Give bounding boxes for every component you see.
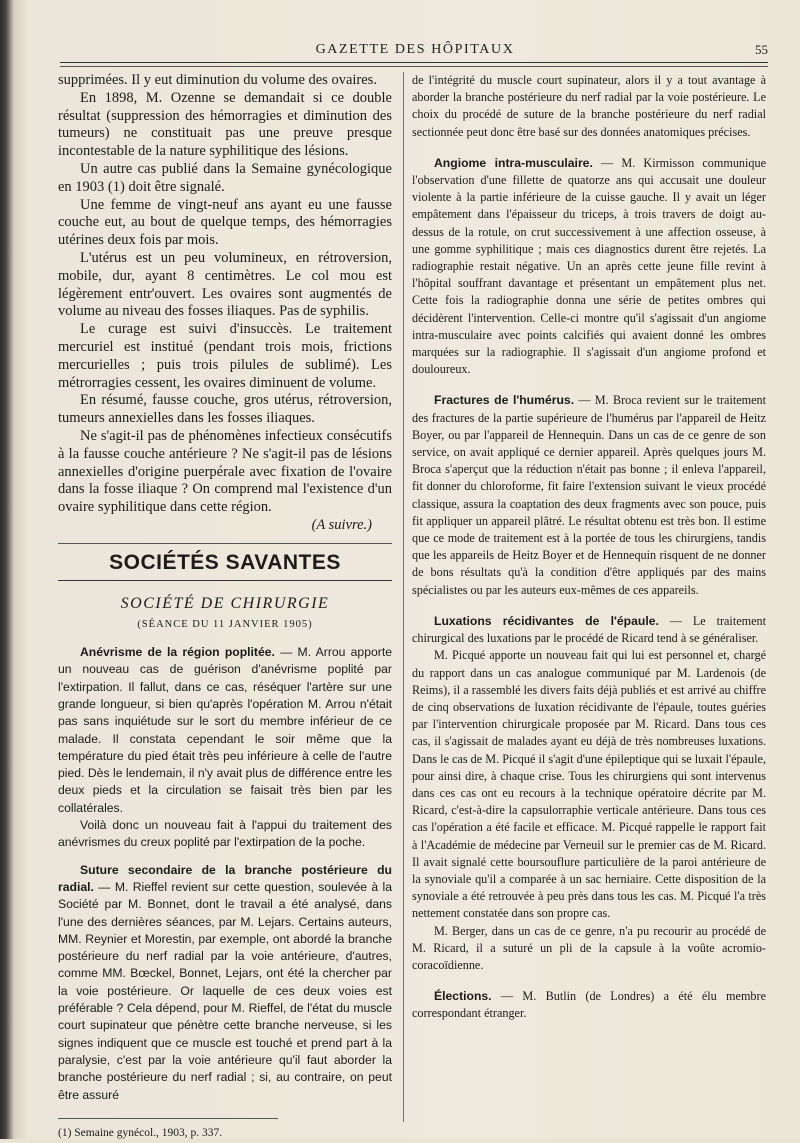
page-number: 55	[755, 42, 768, 57]
article-anevrisme	[58, 644, 392, 817]
article-text: — M. Arrou apporte un nouveau cas de guérison d'anévrisme poplité par l'extirpation. Il fallut, dans ce cas, réséquer l'artère sur une grande longueur, si bien qu'après l'opération M. Arrou n'était pas sans inquiétude sur le sort du membre inférieur de ce malade. Il constata cependant le soir même que la température du pied était très peu inférieure à celle de l'autre pied. Dès le lendemain, il n'y avait plus de différence entre les deux pieds et la circulation se faisait très bien par les collatérales.	[58, 645, 392, 815]
article-title: Fractures de l'humérus.	[434, 393, 575, 408]
paragraph: L'utérus est un peu volumineux, en rétroversion, mobile, dur, ayant 8 centimètres. Le col mou est légèrement entr'ouvert. Les ovaires sont augmentés de volume au niveau des fosses iliaques. Pas de syphilis.	[58, 249, 392, 320]
article-text: — M. Kirmisson communique l'observation d'une fillette de quatorze ans qui accusait une douleur violente à la partie inférieure de la cuisse gauche. Il y avait un léger empâtement dans l'épaisseur du triceps, à trois travers de doigt au-dessus de la rotule, on crut successivement à une affection osseuse, à une gomme syphilitique ; mais ces diagnostics durent être rejetés. La radiographie restait négative. Un an après cette jeune fille revint à l'hôpital souffrant davantage et présentant un empâtement plus net. Cette fois la radiographie donna une série de petites ombres qui décidèrent l'intervention. Celle-ci montre qu'il s'agissait d'un angiome intra-musculaire avec points calcifiés qui avaient donné les ombres marquées sur la radiographie. Il s'agissait d'un angiome profond et douloureux.	[412, 155, 766, 377]
paragraph: Le curage est suivi d'insuccès. Le traitement mercuriel est institué (pendant trois mois, frictions mercurielles ; puis trois pilules de sublimé). Les métrorragies cessent, les ovaires diminuent de volume.	[58, 321, 392, 391]
article-text: — M. Broca revient sur le traitement des fractures de la partie supérieure de l'humérus par l'appareil de Heitz Boyer, ou par l'appareil de Hennequin. Dans un cas de ce genre de son service, on avait appliqué ce dernier appareil. Après quelques jours M. Broca s'aperçut que la réduction n'était pas bonne ; il enleva l'appareil, fit donner du chloroforme, fit faire l'extension suivant le vieux procédé classique, assura la coaptation des deux fragments avec son pouce, puis fit appliquer un appareil plâtré. Le résultat obtenu est très bon. Il estime que ce mode de traitement est à la portée de tous les chirurgiens, tandis que les appareils de Heitz Boyer et de Hennequin risquent de ne donner de bons résultats qu'à la condition d'être appliqués par des mains spécialistes ou par les auteurs eux-mêmes de ces appareils.	[412, 393, 766, 597]
section-rule	[58, 543, 392, 544]
paragraph: Une femme de vingt-neuf ans ayant eu une fausse couche eut, au bout de quelque temps, des hémorragies utérines deux fois par mois.	[58, 196, 392, 249]
society-title: SOCIÉTÉ DE CHIRURGIE	[120, 594, 330, 612]
paragraph: En résumé, fausse couche, gros utérus, rétroversion, tumeurs annexielles dans les fosses iliaques.	[58, 392, 392, 427]
article-text: — M. Rieffel revient sur cette question, soulevée à la Société par M. Bonnet, dont le travail a été analysé, dans l'une des dernières séances, par M. Lejars. Certains auteurs, MM. Reynier et Morestin, par exemple, ont abordé la branche postérieure du nerf radial par la voie antérieure, d'autres, comme MM. Bœckel, Bonnet, Lejars, ont été la chercher par la voie postérieure. Or laquelle de ces deux voies est préférable ? Cela dépend, pour M. Rieffel, de l'état du muscle court supinateur que pénètre cette branche nerveuse, si les signes indiquent que ce muscle est touché et prend part à la paralysie, c'est par la voie antérieure qu'il faut aborder la branche postérieure du nerf radial ; si, au contraire, on peut être assuré	[58, 879, 392, 1102]
article-title: Anévrisme de la région poplitée.	[80, 645, 275, 660]
journal-title: GAZETTE DES HÔPITAUX	[315, 42, 515, 57]
article-elections	[412, 988, 766, 1022]
article-text: — M. Butlin (de Londres) a été élu membre correspondant étranger.	[412, 989, 766, 1021]
section-rule	[58, 580, 392, 581]
article-text: — Le traitement chirurgical des luxations par le procédé de Ricard tend à se généraliser.	[412, 613, 766, 646]
article-suture	[58, 862, 392, 1104]
paragraph: de l'intégrité du muscle court supinateur, alors il y a tout avantage à aborder la branche postérieure du nerf radial par la voie postérieure. Le choix du procédé de suture de la branche postérieure du nerf radial sectionnée peut donc être basé sur des données anatomiques précises.	[412, 73, 766, 139]
paragraph: En 1898, M. Ozenne se demandait si ce double résultat (suppression des hémorragies et diminution des tumeurs) ne constituait pas une preuve presque incontestable de la nature syphilitique des lésions.	[58, 89, 392, 160]
footnote-rule	[58, 1118, 278, 1119]
article-title: Élections.	[434, 989, 492, 1004]
article-luxations	[412, 613, 766, 647]
article-title: Angiome intra-musculaire.	[434, 155, 593, 170]
to-be-continued: (A suivre.)	[311, 516, 372, 533]
page-header	[60, 38, 770, 62]
right-column	[412, 72, 766, 1023]
paragraph: supprimées. Il y eut diminution du volume des ovaires.	[58, 72, 377, 88]
session-date: (SÉANCE DU 11 JANVIER 1905)	[137, 619, 313, 631]
article-title: Luxations récidivantes de l'épaule.	[434, 613, 659, 628]
paragraph: Voilà donc un nouveau fait à l'appui du traitement des anévrismes du creux poplité par l'extirpation de la poche.	[58, 818, 392, 850]
paragraph: M. Berger, dans un cas de ce genre, n'a pu recourir au procédé de M. Ricard, il a suturé un pli de la capsule à la voûte acromio-coracoïdienne.	[412, 923, 766, 972]
footnote: (1) Semaine gynécol., 1903, p. 337.	[58, 1126, 223, 1139]
header-rule	[60, 62, 768, 63]
continuation-line	[58, 517, 392, 535]
article-fractures	[412, 392, 766, 598]
paragraph: Un autre cas publié dans la Semaine gynécologique en 1903 (1) doit être signalé.	[58, 160, 392, 195]
paragraph: M. Picqué apporte un nouveau fait qui lui est personnel et, chargé du rapport dans un cas analogue communiqué par M. Lardenois (de Reims), il a rassemblé les divers faits déjà publiés et est arrivé au chiffre de cinq observations de luxation récidivante de l'épaule, toutes guéries par l'intervention chirurgicale proposée par M. Ricard. Dans tous ces cas, il s'agissait de malades ayant eu déjà de très nombreuses luxations. Dans le cas de M. Picqué il s'agit d'une épileptique qui se luxait l'épaule, pour ainsi dire, à chaque crise. Tous les chirurgiens qui sont intervenus dans ces cas ont eu recours à la technique opératoire décrite par M. Ricard, c'est-à-dire la capsulorraphie verticale antérieure. Dans tous ces cas l'opération a été facile et efficace. M. Picqué rappelle le rapport fait à l'Académie de médecine par Verneuil sur le premier cas de M. Ricard. Il avait signalé cette boursouflure particulière de la paroi antérieure de la synoviale qu'il a comparée à un sac herniaire. Cette disposition de la synoviale a été retrouvée à peu près dans tous les cas. M. Picqué l'a très nettement constatée dans son propre cas.	[412, 648, 766, 921]
left-column	[58, 72, 392, 1143]
article-angiome	[412, 155, 766, 379]
article-title: Suture secondaire de la branche postérieure du radial.	[58, 862, 392, 894]
section-title: SOCIÉTÉS SAVANTES	[109, 550, 341, 574]
column-divider	[403, 72, 404, 1122]
paragraph: Ne s'agit-il pas de phénomènes infectieux consécutifs à la fausse couche antérieure ? Ne s'agit-il pas de lésions annexielles d'origine puerpérale avec fixation de l'ovaire dans la fosse iliaque ? On comprend mal l'existence d'un ovaire syphilitique dans cette région.	[58, 427, 392, 516]
header-rule-thin	[60, 66, 768, 67]
